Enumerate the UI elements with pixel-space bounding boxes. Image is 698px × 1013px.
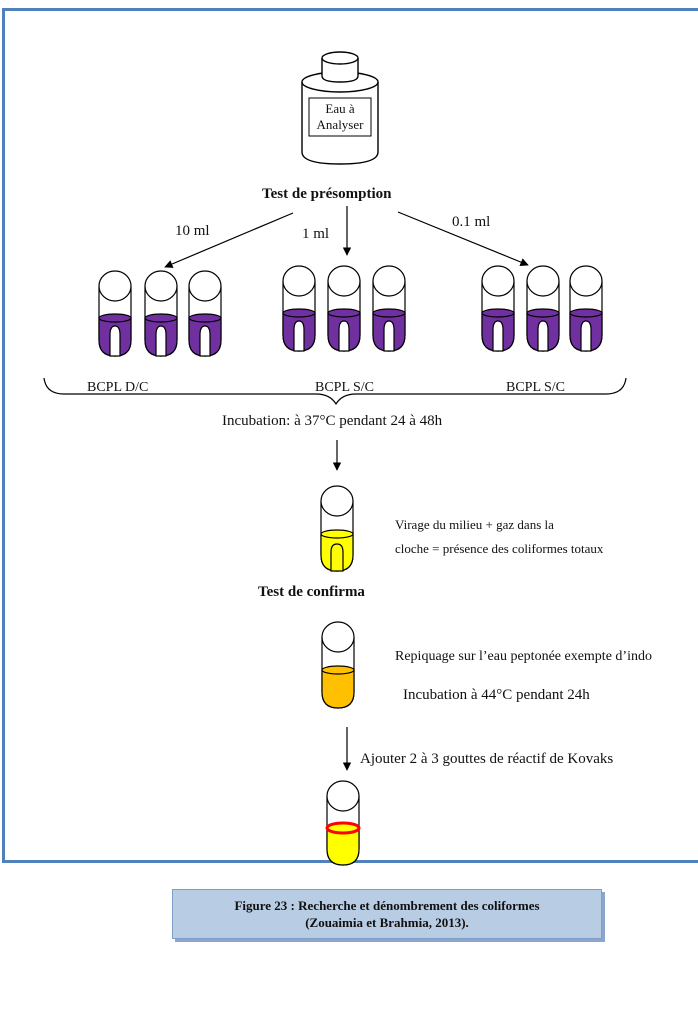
violet-tube bbox=[99, 271, 131, 356]
violet-tube bbox=[373, 266, 405, 351]
kovacs-tube bbox=[327, 781, 359, 865]
confirmation-note-line1: Virage du milieu + gaz dans la bbox=[395, 517, 554, 532]
incubation-37-label: Incubation: à 37°C pendant 24 à 48h bbox=[222, 413, 443, 429]
medium-label-middle: BCPL S/C bbox=[315, 380, 375, 395]
medium-label-left: BCPL D/C bbox=[87, 380, 149, 395]
violet-tube bbox=[527, 266, 559, 351]
violet-tube bbox=[145, 271, 177, 356]
violet-tube bbox=[189, 271, 221, 356]
kovacs-label: Ajouter 2 à 3 gouttes de réactif de Kovaks bbox=[360, 751, 614, 767]
figure-caption bbox=[172, 889, 602, 939]
bottle-label bbox=[310, 101, 370, 133]
medium-label-right: BCPL S/C bbox=[506, 380, 566, 395]
repiquage-label: Repiquage sur l’eau peptonée exempte d’indo bbox=[395, 649, 652, 664]
caption-line2: (Zouaimia et Brahmia, 2013). bbox=[305, 915, 469, 930]
caption-line1: Figure 23 : Recherche et dénombrement des coliformes bbox=[234, 898, 540, 913]
bottle-label-line1: Eau à bbox=[325, 101, 355, 116]
violet-tube bbox=[328, 266, 360, 351]
tube-group-left bbox=[99, 271, 221, 356]
orange-tube bbox=[322, 622, 354, 708]
volume-label-left: 10 ml bbox=[175, 223, 210, 239]
incubation-44-label: Incubation à 44°C pendant 24h bbox=[403, 687, 590, 703]
violet-tube bbox=[283, 266, 315, 351]
tube-group-right bbox=[482, 266, 602, 351]
violet-tube bbox=[482, 266, 514, 351]
bottle-label-line2: Analyser bbox=[316, 117, 364, 132]
violet-tube bbox=[570, 266, 602, 351]
volume-label-right: 0.1 ml bbox=[452, 214, 491, 230]
yellow-tube bbox=[321, 486, 353, 571]
tube-group-middle bbox=[283, 266, 405, 351]
confirmation-note-line2: cloche = présence des coliformes totaux bbox=[395, 541, 604, 556]
volume-label-middle: 1 ml bbox=[302, 226, 330, 242]
presumption-test-title: Test de présomption bbox=[262, 186, 392, 202]
confirmation-note bbox=[395, 513, 603, 561]
confirmation-test-title: Test de confirma bbox=[258, 584, 365, 600]
